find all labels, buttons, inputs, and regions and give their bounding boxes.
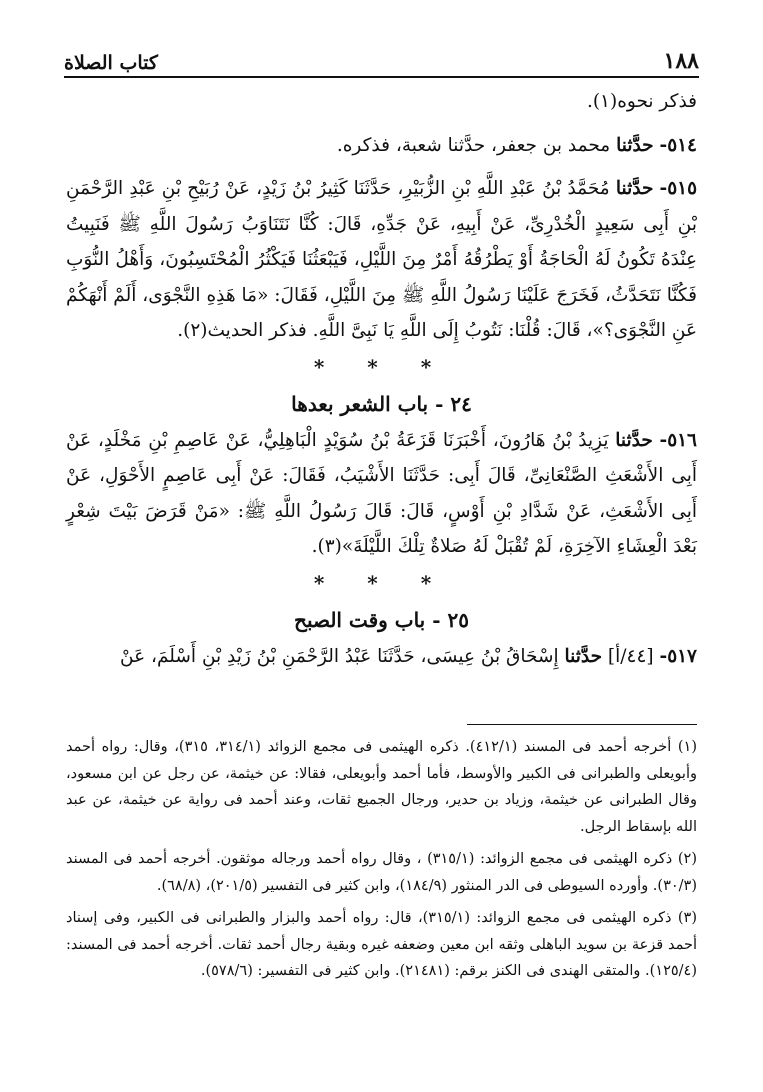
hadith-lead: حدَّثنا xyxy=(615,178,654,199)
hadith-number: ٥١٥- xyxy=(659,178,698,199)
footnote-3: (٣) ذكره الهيثمى فى مجمع الزوائد: (٣١٥/١)، قال: رواه أحمد والبزار والطبرانى فى الكبير، وفى إسناد أحمد قزعة بن سويد الباهلى وثقه ابن معين وضعفه غيره وبقية رجال أحمد ثقات. أخرجه أحمد فى المسند: (١٢٥/٤). والمتقى الهندى فى الكنز برقم: (٢١٤٨١). وابن كثير فى التفسير: (٥٧٨/٦). xyxy=(66,910,698,979)
page-number: ١٨٨ xyxy=(663,48,699,74)
footnote-2: (٢) ذكره الهيثمى فى مجمع الزوائد: (٣١٥/١) ، وقال رواه أحمد ورجاله موثقون. أخرجه أحمد فى المسند (٣٠/٣). وأورده السيوطى فى الدر المنثور (١٨٤/٩)، وابن كثير فى التفسير (٢٠١/٥)، (٦٨/٨). xyxy=(66,851,697,894)
folio-reference: [٤٤/أ] xyxy=(607,645,654,667)
main-text xyxy=(66,84,697,674)
hadith-number: ٥١٤- xyxy=(659,134,697,156)
header-rule xyxy=(64,76,699,78)
hadith-514 xyxy=(66,128,697,164)
hadith-text: يَزِيدُ بْنُ هَارُونَ، أَخْبَرَنَا قَزَعَةُ بْنُ سُوَيْدٍ الْبَاهِلِيُّ، عَنْ عَاصِمِ بْنِ مَخْلَدٍ، عَنْ أَبِى الأَشْعَثِ الصَّنْعَانِىِّ، قَالَ أَبِى: حَدَّثَنَا الأَشْيَبُ، فَقَالَ: عَنْ أَبِى عَاصِمٍ الأَحْوَلِ، عَنْ أَبِى الأَشْعَثِ، عَنْ شَدَّادِ بْنِ أَوْسٍ، قَالَ: قَالَ رَسُولُ اللَّهِ ﷺ: «مَنْ قَرَضَ بَيْتَ شِعْرٍ بَعْدَ الْعِشَاءِ الآخِرَةِ، لَمْ تُقْبَلْ لَهُ صَلاةٌ تِلْكَ اللَّيْلَةَ»(٣). xyxy=(66,429,697,557)
section-separator: * * * xyxy=(313,570,450,595)
footnote-1: (١) أخرجه أحمد فى المسند (٤١٢/١). ذكره الهيثمى فى مجمع الزوائد (٣١٤/١، ٣١٥)، وقال: رواه أحمد وأبويعلى والطبرانى فى الكبير والأوسط، فأما أحمد وأبويعلى، فقالا: عن خيثمة، عن رجل عن ابن مسعود، وقال الطبرانى عن خيثمة، وزياد بن حدير، ورجال الجميع ثقات، وعند أحمد فى رواية عن خيثمة، عن عبد الله بإسقاط الرجل. xyxy=(66,739,697,835)
chapter-heading-24: ٢٤ - باب الشعر بعدها xyxy=(291,391,472,416)
hadith-lead: حدَّثنا xyxy=(615,429,653,451)
intro-line: فذكر نحوه(١). xyxy=(586,91,697,112)
hadith-516 xyxy=(66,423,697,565)
hadith-517 xyxy=(66,639,697,675)
hadith-text: إِسْحَاقُ بْنُ عِيسَى، حَدَّثَنَا عَبْدُ الرَّحْمَنِ بْنُ زَيْدِ بْنِ أَسْلَمَ، عَنْ xyxy=(120,645,559,667)
hadith-text: محمد بن جعفر، حدَّثنا شعبة، فذكره. xyxy=(336,134,611,156)
running-title: كتاب الصلاة xyxy=(64,52,158,74)
hadith-number: ٥١٧- xyxy=(659,645,697,667)
hadith-number: ٥١٦- xyxy=(659,429,697,451)
section-separator: * * * xyxy=(313,354,450,379)
hadith-lead: حدَّثنا xyxy=(564,645,603,667)
hadith-lead: حدَّثنا xyxy=(616,134,654,156)
footnote-rule xyxy=(467,724,697,725)
hadith-515 xyxy=(66,171,697,349)
chapter-heading-25: ٢٥ - باب وقت الصبح xyxy=(294,607,469,632)
footnotes xyxy=(66,734,697,991)
page-header xyxy=(64,40,699,74)
hadith-text: مُحَمَّدُ بْنُ عَبْدِ اللَّهِ بْنِ الزُّبَيْرِ، حَدَّثَنَا كَثِيرُ بْنُ زَيْدٍ، عَنْ رُبَيْحِ بْنِ عَبْدِ الرَّحْمَنِ بْنِ أَبِى سَعِيدٍ الْخُدْرِىِّ، عَنْ أَبِيهِ، عَنْ جَدِّهِ، قَالَ: كُنَّا نَتَنَاوَبُ رَسُولَ اللَّهِ ﷺ فَنَبِيتُ عِنْدَهُ تَكُونُ لَهُ الْحَاجَةُ أَوْ يَطْرُقُهُ أَمْرٌ مِنَ اللَّيْلِ، فَيَبْعَثُنَا فَيَكْثُرُ الْمُحْتَسِبُونَ، وَأَهْلُ النُّوَبِ فَكُنَّا نَتَحَدَّثُ، فَخَرَجَ عَلَيْنَا رَسُولُ اللَّهِ ﷺ مِنَ اللَّيْلِ، فَقَالَ: «مَا هَذِهِ النَّجْوَى، أَلَمْ أَنْهَكُمْ عَنِ النَّجْوَى؟»، قَالَ: قُلْنَا: نَتُوبُ إِلَى اللَّهِ يَا نَبِىَّ اللَّهِ. فذكر الحديث(٢). xyxy=(66,178,697,341)
